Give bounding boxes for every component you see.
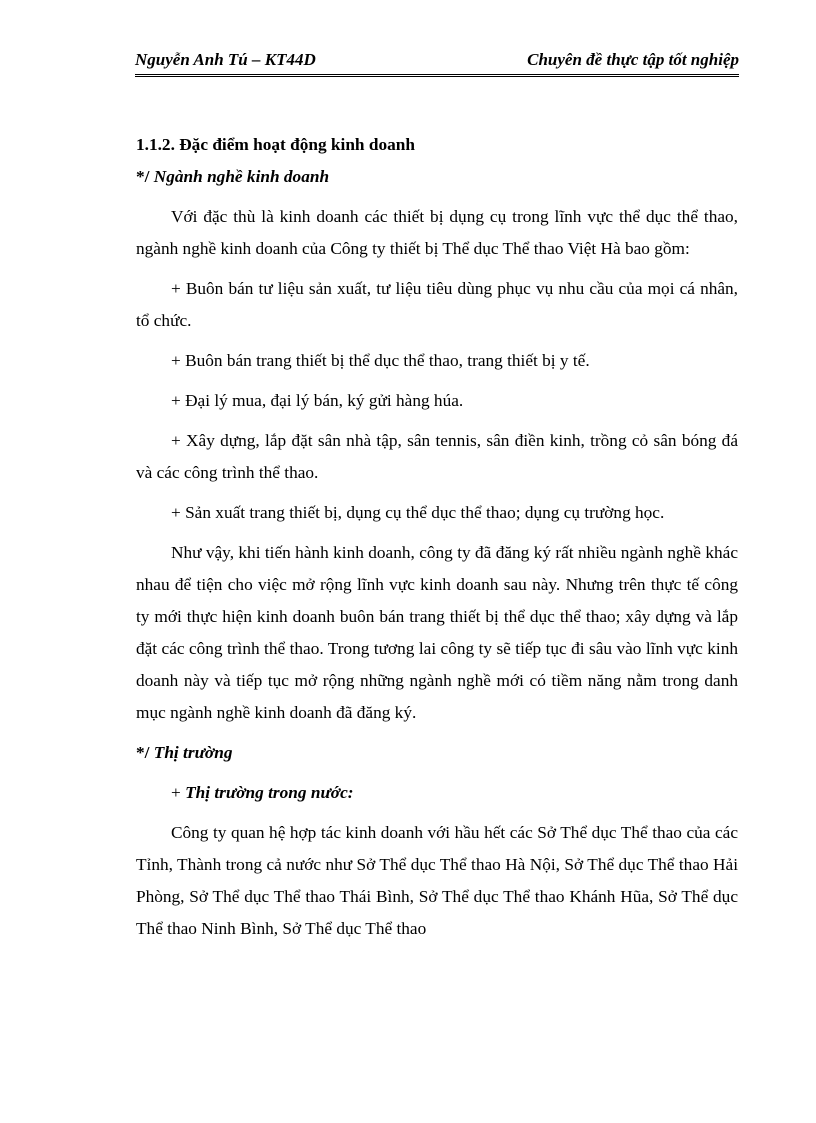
business-lines-summary: Như vậy, khi tiến hành kinh doanh, công ty đã đăng ký rất nhiều ngành nghề khác nhau để tiện cho việc mở rộng lĩnh vực kinh doanh sau này. Nhưng trên thực tế công ty mới thực hiện kinh doanh buôn bán trang thiết bị thể dục thể thao; xây dựng và lắp đặt các công trình thể thao. Trong tương lai công ty sẽ tiếp tục đi sâu vào lĩnh vực kinh doanh này và tiếp tục mở rộng những ngành nghề mới có tiềm năng nằm trong danh mục ngành nghề kinh doanh đã đăng ký.: [136, 543, 738, 722]
document-body: [136, 127, 738, 945]
page-header: [135, 46, 739, 77]
domestic-heading-text: Thị trường trong nước: [185, 783, 348, 802]
domestic-heading-colon: :: [347, 783, 354, 802]
heading-mark: */: [136, 167, 154, 186]
heading-mark: */: [136, 743, 154, 762]
header-title: Chuyên đề thực tập tốt nghiệp: [527, 50, 739, 69]
business-lines-heading: [136, 161, 738, 193]
heading-text: Ngành nghề kinh doanh: [153, 167, 330, 186]
heading-text: Thị trường: [153, 743, 233, 762]
domestic-market-heading: [136, 777, 738, 809]
business-line-item: + Buôn bán tư liệu sản xuất, tư liệu tiêu dùng phục vụ nhu cầu của mọi cá nhân, tổ chức.: [136, 279, 738, 330]
business-lines-intro: Với đặc thù là kinh doanh các thiết bị dụng cụ trong lĩnh vực thể dục thể thao, ngành nghề kinh doanh của Công ty thiết bị Thể dục Thể thao Việt Hà bao gồm:: [136, 207, 738, 258]
business-line-item: + Xây dựng, lắp đặt sân nhà tập, sân tennis, sân điền kinh, trồng cỏ sân bóng đá và các công trình thể thao.: [136, 431, 738, 482]
header-author: Nguyễn Anh Tú – KT44D: [135, 50, 316, 69]
business-line-item: + Đại lý mua, đại lý bán, ký gửi hàng húa.: [171, 391, 464, 410]
business-line-item: + Sản xuất trang thiết bị, dụng cụ thể dục thể thao; dụng cụ trường học.: [171, 503, 665, 522]
market-heading: [136, 737, 738, 769]
domestic-prefix: +: [171, 783, 186, 802]
domestic-market-text: Công ty quan hệ hợp tác kinh doanh với hầu hết các Sở Thể dục Thể thao của các Tỉnh, Thành trong cả nước như Sở Thể dục Thể thao Hà Nội, Sở Thể dục Thể thao Hải Phòng, Sở Thể dục Thể thao Thái Bình, Sở Thể dục Thể thao Khánh Hũa, Sở Thể dục Thể thao Ninh Bình, Sở Thể dục Thể thao: [136, 823, 738, 938]
business-line-item: + Buôn bán trang thiết bị thể dục thể thao, trang thiết bị y tế.: [171, 351, 590, 370]
section-title: 1.1.2. Đặc điểm hoạt động kinh doanh: [136, 135, 415, 154]
